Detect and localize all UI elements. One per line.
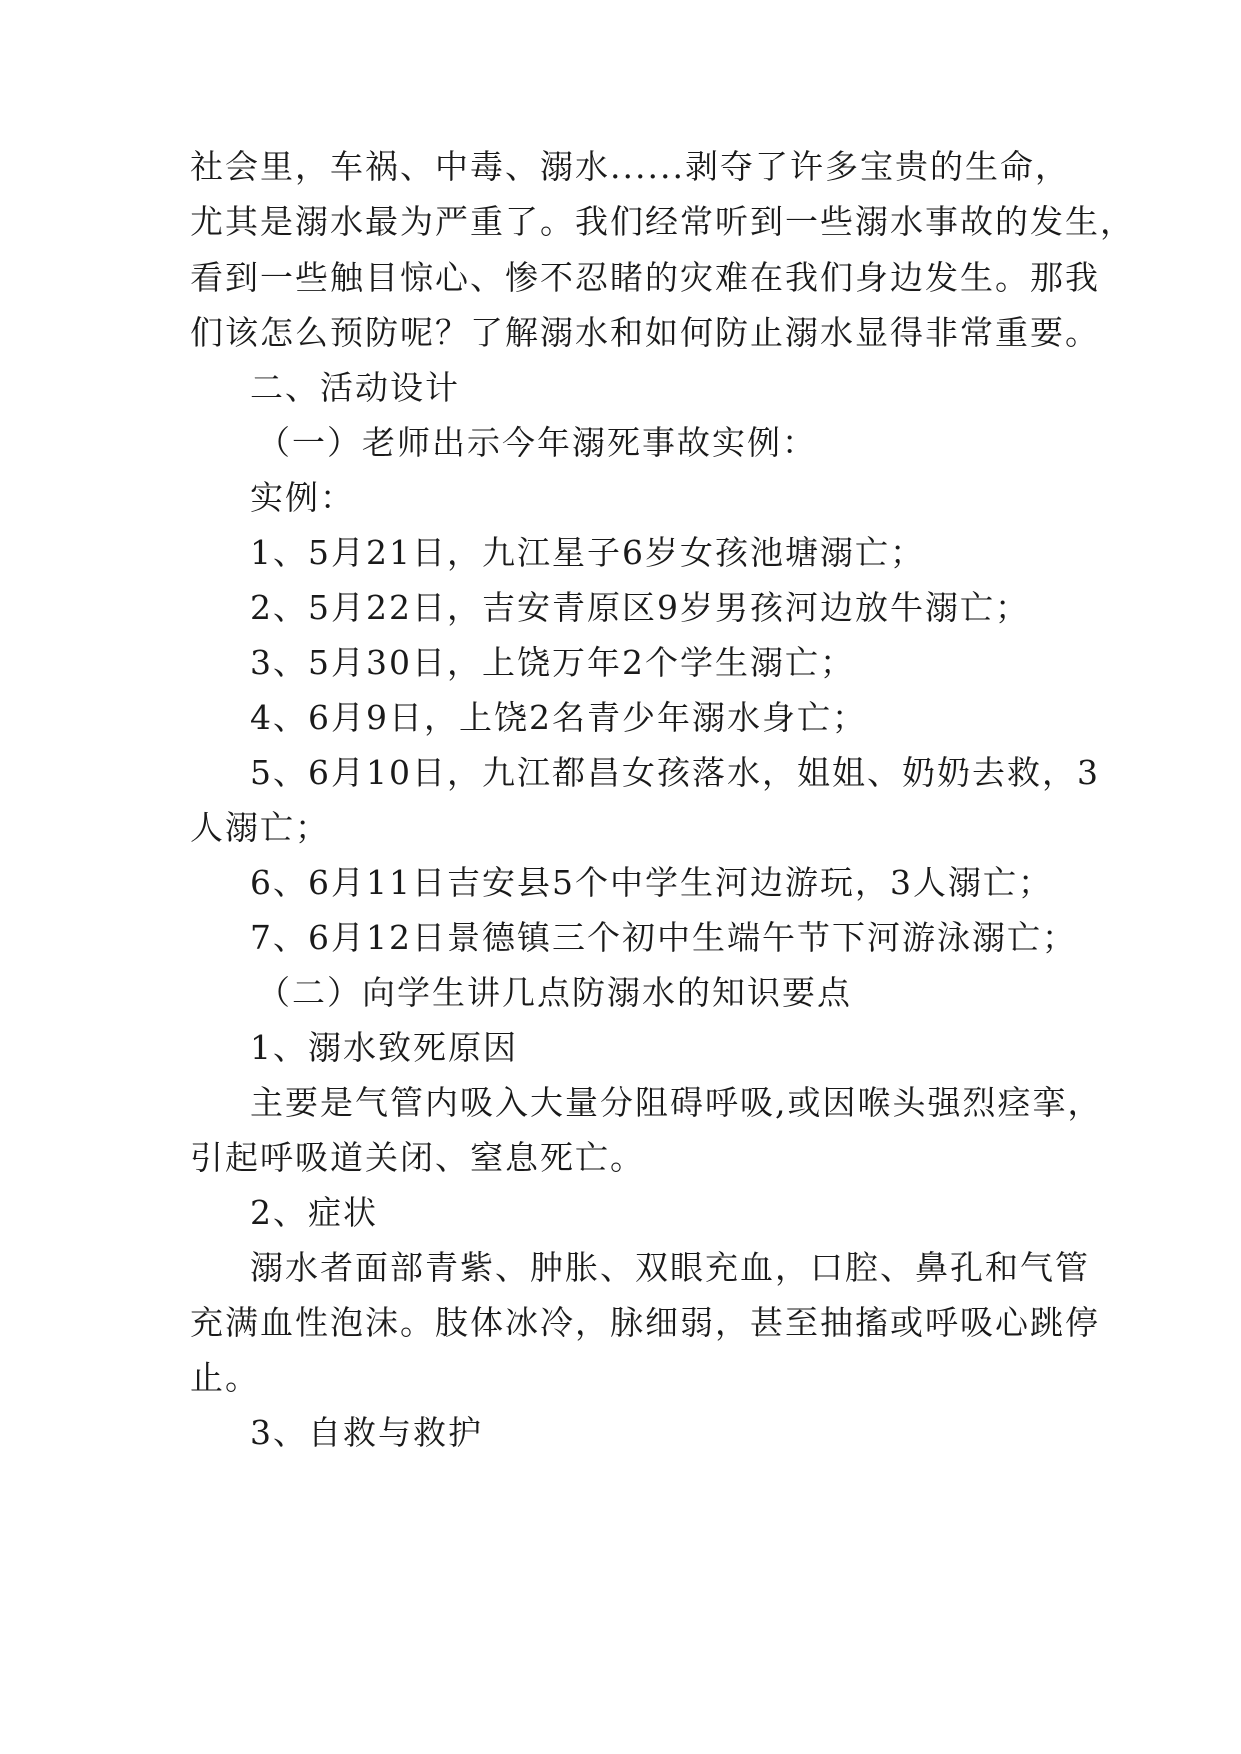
paragraph-line: 看到一些触目惊心、惨不忍睹的灾难在我们身边发生。那我 <box>190 258 1100 297</box>
paragraph-line: 止。 <box>190 1358 260 1397</box>
list-item-continuation: 人溺亡； <box>190 808 330 847</box>
paragraph-line: 主要是气管内吸入大量分阻碍呼吸,或因喉头强烈痉挛， <box>250 1083 1103 1122</box>
paragraph-line: 溺水者面部青紫、肿胀、双眼充血，口腔、鼻孔和气管 <box>250 1248 1090 1287</box>
list-item: 1、5月21日，九江星子6岁女孩池塘溺亡； <box>250 533 925 572</box>
subsection-heading: （二）向学生讲几点防溺水的知识要点 <box>257 973 852 1012</box>
point-heading: 1、溺水致死原因 <box>250 1028 518 1067</box>
section-heading: 二、活动设计 <box>250 368 460 407</box>
list-item: 3、5月30日，上饶万年2个学生溺亡； <box>250 643 855 682</box>
point-heading: 3、自救与救护 <box>250 1413 483 1452</box>
paragraph-line: 引起呼吸道关闭、窒息死亡。 <box>190 1138 645 1177</box>
list-item: 4、6月9日，上饶2名青少年溺水身亡； <box>250 698 867 737</box>
list-item: 5、6月10日，九江都昌女孩落水，姐姐、奶奶去救，3 <box>250 753 1100 792</box>
paragraph-line: 社会里，车祸、中毒、溺水......剥夺了许多宝贵的生命， <box>190 147 1070 186</box>
paragraph-line: 尤其是溺水最为严重了。我们经常听到一些溺水事故的发生， <box>190 202 1135 241</box>
list-item: 6、6月11日吉安县5个中学生河边游玩，3人溺亡； <box>250 863 1053 902</box>
paragraph-line: 们该怎么预防呢？了解溺水和如何防止溺水显得非常重要。 <box>190 313 1100 352</box>
point-heading: 2、症状 <box>250 1193 378 1232</box>
list-item: 7、6月12日景德镇三个初中生端午节下河游泳溺亡； <box>250 918 1077 957</box>
subsection-heading: （一）老师出示今年溺死事故实例： <box>257 423 817 462</box>
paragraph-line: 充满血性泡沫。肢体冰冷，脉细弱，甚至抽搐或呼吸心跳停 <box>190 1303 1100 1342</box>
paragraph-line: 实例： <box>250 478 355 517</box>
list-item: 2、5月22日，吉安青原区9岁男孩河边放牛溺亡； <box>250 588 1030 627</box>
